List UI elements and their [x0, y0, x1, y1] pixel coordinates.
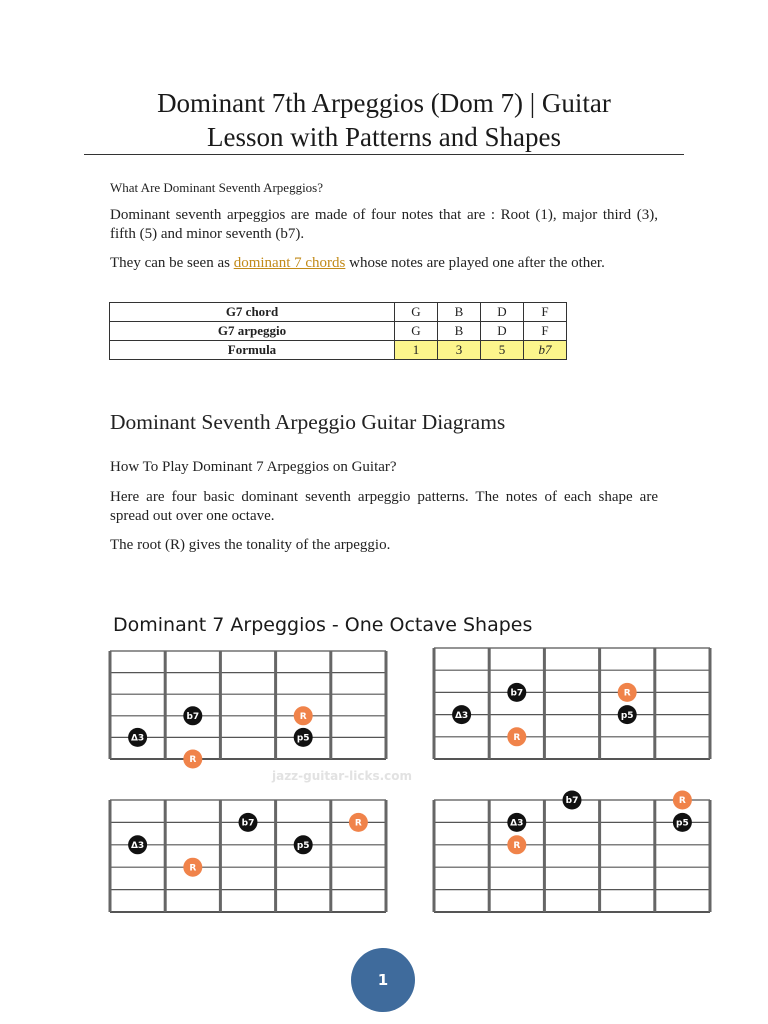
title-line-2: Lesson with Patterns and Shapes: [207, 122, 561, 152]
table-cell: 5: [481, 341, 524, 360]
fret-bar: [109, 800, 112, 912]
note-label: R: [623, 688, 631, 699]
fret-bar: [164, 651, 167, 759]
para2-after: whose notes are played one after the other.: [345, 255, 605, 271]
section2-paragraph-1: Here are four basic dominant seventh arpeggio patterns. The notes of each shape are spread out over one octave.: [110, 489, 658, 524]
root-note-dot: [183, 858, 202, 877]
note-label: R: [189, 755, 197, 766]
arpeggio-note-dot: [507, 683, 526, 702]
fret-bar: [385, 800, 388, 912]
note-label: R: [354, 818, 362, 829]
arpeggio-note-dot: [294, 835, 313, 854]
arpeggio-note-dot: [507, 813, 526, 832]
arpeggio-note-dot: [563, 791, 582, 810]
note-label: Δ3: [130, 733, 145, 744]
fretboard-diagram: [109, 651, 388, 769]
section2-question: How To Play Dominant 7 Arpeggios on Guitar?: [110, 459, 397, 475]
section2-heading: Dominant Seventh Arpeggio Guitar Diagrams: [110, 410, 506, 434]
note-label: Δ3: [130, 841, 145, 851]
section2-paragraph-2: The root (R) gives the tonality of the arpeggio.: [110, 537, 391, 553]
arpeggio-note-dot: [618, 705, 637, 724]
note-label: Δ3: [510, 818, 524, 829]
watermark: jazz-guitar-licks.com: [271, 769, 413, 783]
fret-bar: [543, 648, 546, 759]
arpeggio-note-dot: [239, 813, 258, 832]
note-label: p5: [676, 818, 689, 829]
row-label: Formula: [110, 341, 395, 360]
fret-bar: [219, 800, 222, 912]
root-note-dot: [349, 813, 368, 832]
table-cell: b7: [524, 341, 567, 360]
fret-bar: [709, 800, 712, 912]
fret-bar: [598, 648, 601, 759]
root-note-dot: [618, 683, 637, 702]
table-cell: 3: [438, 341, 481, 360]
table-cell: 1: [395, 341, 438, 360]
fret-bar: [274, 651, 277, 759]
fret-bar: [329, 800, 332, 912]
section1-paragraph-1: Dominant seventh arpeggios are made of four notes that are : Root (1), major third (3), fifth (5) and minor seventh (b7).: [110, 207, 658, 242]
root-note-dot: [183, 750, 202, 769]
para2-before: They can be seen as: [110, 255, 234, 271]
note-label: b7: [565, 796, 579, 807]
fretboard-diagram: [433, 791, 712, 913]
page-number-badge: 1: [351, 948, 415, 1012]
note-label: R: [513, 733, 521, 743]
note-label: R: [513, 841, 521, 851]
note-label: R: [189, 863, 197, 874]
table-cell: F: [524, 303, 567, 322]
diagrams-title: Dominant 7 Arpeggios - One Octave Shapes: [113, 614, 533, 636]
root-note-dot: [507, 835, 526, 854]
row-label: G7 arpeggio: [110, 322, 395, 341]
fret-bar: [488, 800, 491, 912]
note-label: b7: [186, 712, 200, 722]
arpeggio-note-dot: [452, 705, 471, 724]
note-label: Δ3: [454, 710, 469, 721]
root-note-dot: [507, 727, 526, 746]
note-label: b7: [510, 688, 524, 699]
table-cell: F: [524, 322, 567, 341]
fret-bar: [653, 648, 656, 759]
fret-bar: [709, 648, 712, 759]
table-cell: B: [438, 303, 481, 322]
fret-bar: [488, 648, 491, 759]
dominant-7-chords-link[interactable]: dominant 7 chords: [233, 255, 346, 271]
arpeggio-note-dot: [294, 728, 313, 747]
fret-bar: [543, 800, 546, 912]
arpeggio-note-dot: [673, 813, 692, 832]
note-label: R: [678, 796, 686, 807]
note-label: p5: [620, 710, 634, 721]
note-label: p5: [296, 841, 310, 851]
table-cell: D: [481, 303, 524, 322]
fret-bar: [433, 648, 436, 759]
table-cell: G: [395, 322, 438, 341]
fret-bar: [433, 800, 436, 912]
fret-bar: [274, 800, 277, 912]
fret-bar: [329, 651, 332, 759]
row-label: G7 chord: [110, 303, 395, 322]
root-note-dot: [673, 791, 692, 810]
fret-bar: [653, 800, 656, 912]
fret-bar: [385, 651, 388, 759]
note-label: p5: [296, 733, 310, 744]
fretboard-diagram: [109, 800, 388, 912]
table-cell: G: [395, 303, 438, 322]
fret-bar: [598, 800, 601, 912]
arpeggio-note-dot: [128, 835, 147, 854]
fret-bar: [219, 651, 222, 759]
note-label: R: [299, 712, 307, 722]
table-cell: B: [438, 322, 481, 341]
section1-question: What Are Dominant Seventh Arpeggios?: [110, 180, 324, 195]
fretboard-diagram: [433, 648, 712, 759]
table-cell: D: [481, 322, 524, 341]
title-line-1: Dominant 7th Arpeggios (Dom 7) | Guitar: [157, 88, 611, 118]
arpeggio-note-dot: [183, 706, 202, 725]
arpeggio-note-dot: [128, 728, 147, 747]
fret-bar: [164, 800, 167, 912]
note-label: b7: [241, 818, 255, 829]
fret-bar: [109, 651, 112, 759]
root-note-dot: [294, 706, 313, 725]
